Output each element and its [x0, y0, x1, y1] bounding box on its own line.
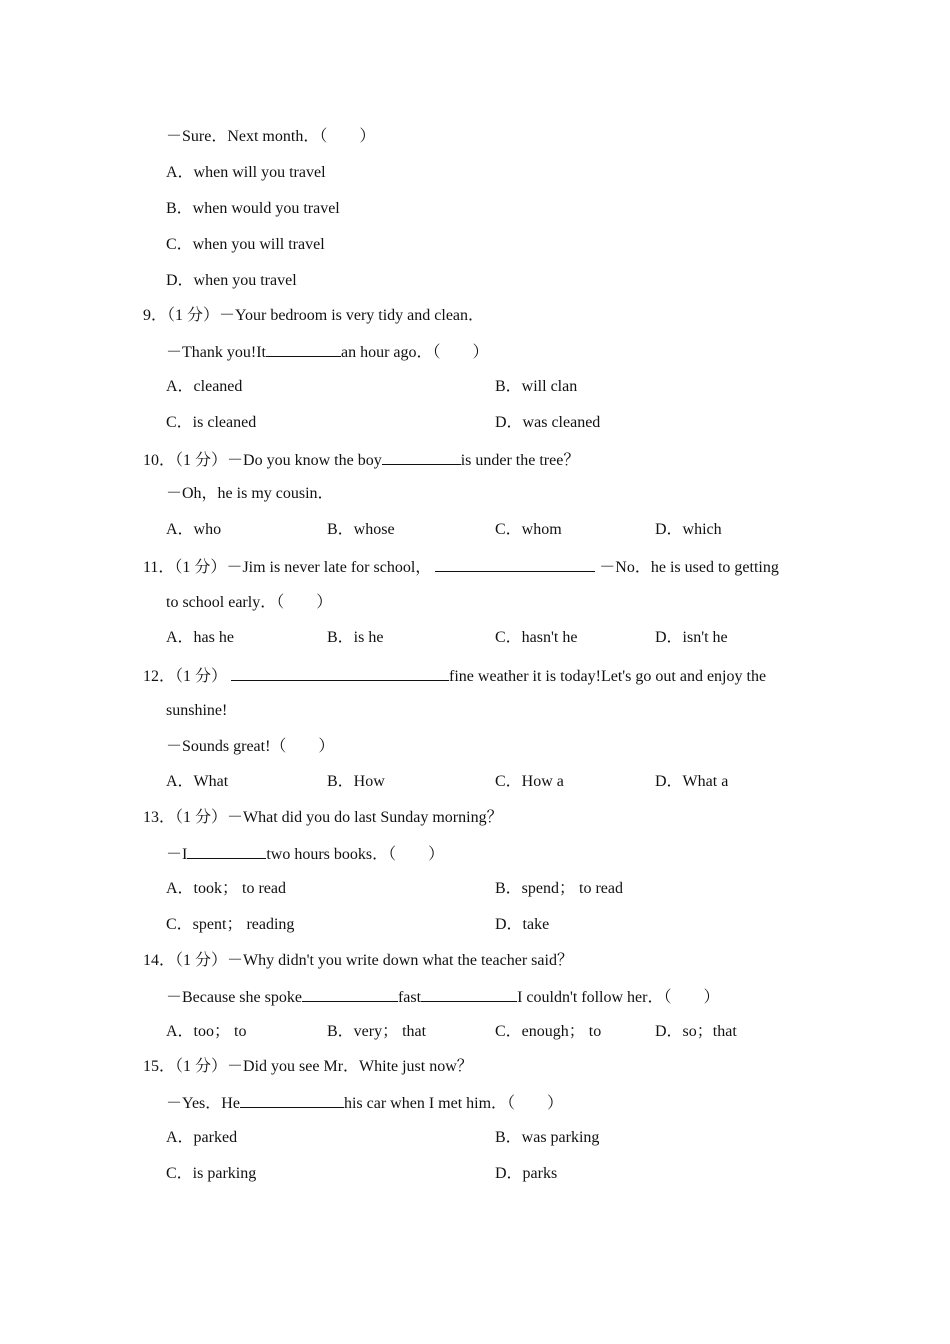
q9-option-a[interactable]: A．cleaned: [166, 378, 243, 395]
q9-reply-line: [166, 341, 489, 363]
q14-option-c[interactable]: C．enough； to: [495, 1023, 602, 1040]
q12-stem-post: fine weather it is today!Let's go out and enjoy the: [449, 668, 767, 685]
q15-blank: [240, 1092, 344, 1108]
q9-blank: [266, 341, 341, 357]
q10-option-c[interactable]: C．whom: [495, 521, 562, 538]
q14-reply-line: [166, 986, 720, 1008]
q12-option-d[interactable]: D．What a: [655, 773, 729, 790]
q12-stem-cont: sunshine!: [166, 702, 228, 719]
q15-score: （1 分）: [175, 1058, 228, 1075]
q10-option-b[interactable]: B．whose: [327, 521, 395, 538]
q11-stem-line: [143, 556, 779, 578]
q13-number: 13．: [143, 809, 176, 826]
q10-stem-post: is under the tree？: [460, 452, 580, 469]
q14-reply-pre: －Because she spoke: [166, 989, 302, 1006]
q11-stem-pre: －Jim is never late for school，: [226, 559, 432, 576]
q15-reply-post: his car when I met him．（ ）: [343, 1095, 564, 1112]
q13-option-c[interactable]: C．spent； reading: [166, 916, 295, 933]
q12-reply: －Sounds great!（ ）: [166, 738, 335, 755]
q11-blank: [435, 556, 595, 572]
q10-stem-line: [143, 449, 579, 471]
q15-option-c[interactable]: C．is parking: [166, 1165, 257, 1182]
q8-option-b[interactable]: B．when would you travel: [166, 200, 340, 217]
q10-score: （1 分）: [175, 452, 228, 469]
q11-stem-cont: to school early．（ ）: [166, 594, 333, 611]
q8-option-c[interactable]: C．when you will travel: [166, 236, 325, 253]
q12-number: 12．: [143, 668, 176, 685]
q13-option-a[interactable]: A．took； to read: [166, 880, 286, 897]
q13-reply-line: [166, 843, 444, 865]
q12-option-c[interactable]: C．How a: [495, 773, 564, 790]
q13-score: （1 分）: [175, 809, 228, 826]
q11-option-a[interactable]: A．has he: [166, 629, 234, 646]
q14-blank-2: [421, 986, 517, 1002]
q14-option-a[interactable]: A．too； to: [166, 1023, 247, 1040]
q10-option-a[interactable]: A．who: [166, 521, 222, 538]
q15-stem-line: [143, 1057, 473, 1077]
q12-option-a[interactable]: A．What: [166, 773, 229, 790]
q9-option-d[interactable]: D．was cleaned: [495, 414, 601, 431]
q8-option-d[interactable]: D．when you travel: [166, 272, 297, 289]
q15-number: 15．: [143, 1058, 176, 1075]
q15-option-d[interactable]: D．parks: [495, 1165, 558, 1182]
q9-stem: －Your bedroom is very tidy and clean．: [219, 307, 485, 324]
q8-reply: －Sure．Next month．（ ）: [166, 128, 376, 145]
q13-reply-post: two hours books．（ ）: [266, 846, 445, 863]
q10-number: 10．: [143, 452, 176, 469]
q9-score: （1 分）: [167, 307, 220, 324]
q9-option-b[interactable]: B．will clan: [495, 378, 578, 395]
q13-stem: －What did you do last Sunday morning？: [227, 809, 503, 826]
q14-score: （1 分）: [175, 952, 228, 969]
q14-reply-post: I couldn't follow her．（ ）: [517, 989, 720, 1006]
q9-reply-post: an hour ago．（ ）: [340, 344, 489, 361]
q14-blank-1: [302, 986, 398, 1002]
q15-option-a[interactable]: A．parked: [166, 1129, 238, 1146]
q15-option-b[interactable]: B．was parking: [495, 1129, 600, 1146]
q10-blank: [382, 449, 461, 465]
q14-number: 14．: [143, 952, 176, 969]
q8-option-a[interactable]: A．when will you travel: [166, 164, 326, 181]
q11-option-d[interactable]: D．isn't he: [655, 629, 728, 646]
q14-stem-line: [143, 951, 573, 971]
q10-option-d[interactable]: D．which: [655, 521, 722, 538]
q13-option-d[interactable]: D．take: [495, 916, 550, 933]
q9-stem-line: [143, 306, 484, 326]
q15-stem: －Did you see Mr．White just now？: [227, 1058, 473, 1075]
q11-option-c[interactable]: C．hasn't he: [495, 629, 578, 646]
q11-number: 11．: [143, 559, 175, 576]
q10-stem-pre: －Do you know the boy: [227, 452, 382, 469]
q13-blank: [187, 843, 266, 859]
q9-number: 9．: [143, 307, 168, 324]
q14-reply-mid: fast: [397, 989, 422, 1006]
q13-reply-pre: －I: [166, 846, 188, 863]
q11-stem-post: －No．he is used to getting: [599, 559, 779, 576]
q10-reply: －Oh，he is my cousin．: [166, 485, 334, 502]
q14-stem: －Why didn't you write down what the teacher said？: [227, 952, 573, 969]
q12-blank: [231, 665, 449, 681]
q12-score: （1 分）: [175, 668, 228, 685]
q14-option-b[interactable]: B．very； that: [327, 1023, 427, 1040]
q12-option-b[interactable]: B．How: [327, 773, 385, 790]
q11-score: （1 分）: [174, 559, 227, 576]
q15-reply-pre: －Yes．He: [166, 1095, 240, 1112]
q11-option-b[interactable]: B．is he: [327, 629, 384, 646]
q12-stem-line: [143, 665, 766, 687]
q13-stem-line: [143, 808, 503, 828]
q15-reply-line: [166, 1092, 563, 1114]
q13-option-b[interactable]: B．spend； to read: [495, 880, 623, 897]
q14-option-d[interactable]: D．so；that: [655, 1023, 737, 1040]
q9-reply-pre: －Thank you!It: [166, 344, 266, 361]
q9-option-c[interactable]: C．is cleaned: [166, 414, 257, 431]
